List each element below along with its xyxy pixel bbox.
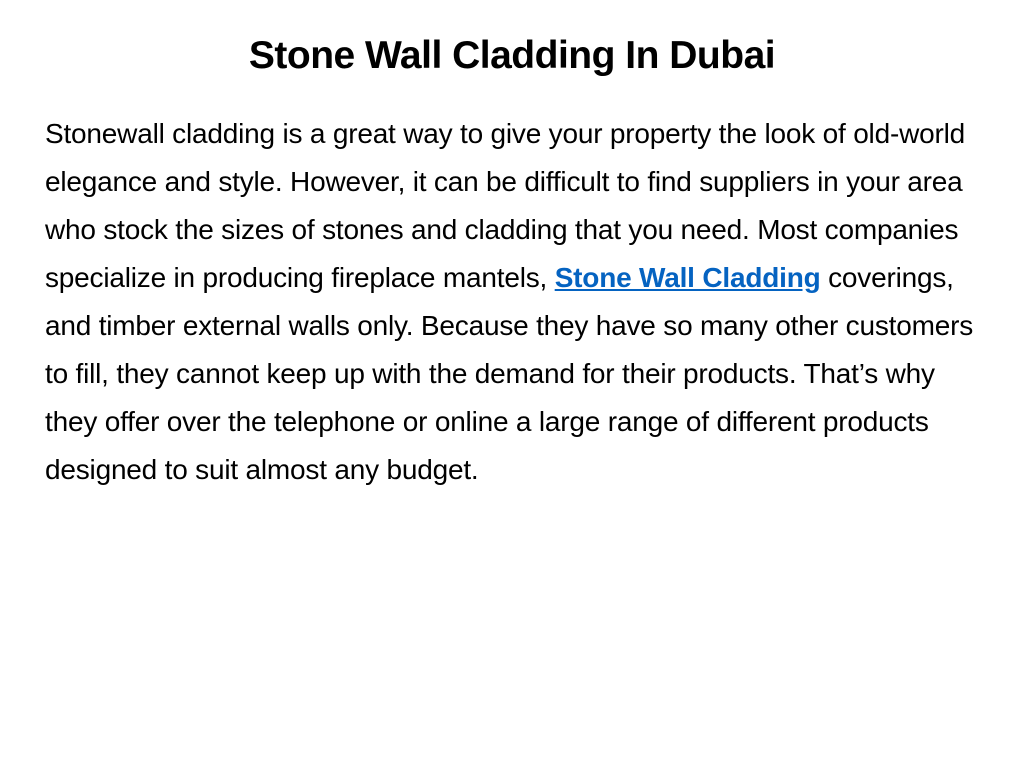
body-text-after-link: coverings, and timber external walls only. Because they have so many other customers to fill, they cannot keep up with the demand for their products. That’s why they offer over the telephone or online a large range of different products designed to suit almost any budget.	[45, 262, 974, 485]
slide-title: Stone Wall Cladding In Dubai	[248, 34, 776, 77]
body-text-before-link: Stonewall cladding is a great way to give your property the look of old-world elegance and style. However, it can be difficult to find suppliers in your area who stock the sizes of stones and cladding that you need. Most companies specialize in producing fireplace mantels,	[45, 118, 965, 293]
slide-body-paragraph	[45, 110, 980, 494]
stone-wall-cladding-link[interactable]: Stone Wall Cladding	[554, 262, 821, 293]
